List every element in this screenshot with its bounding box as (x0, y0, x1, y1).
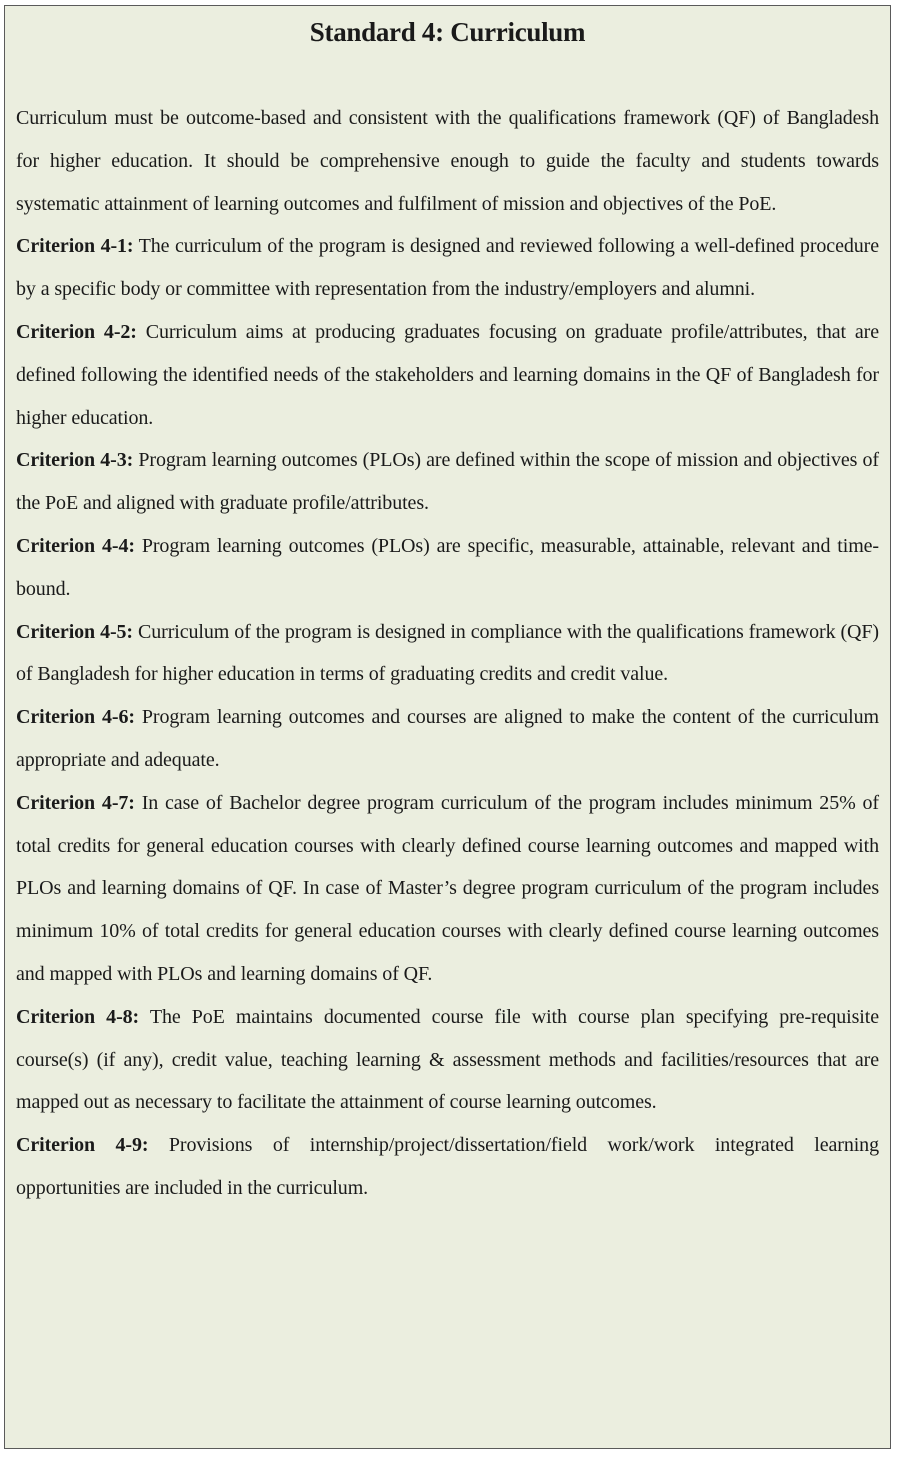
intro-paragraph: Curriculum must be outcome-based and consistent with the qualifications framework (QF) of Bangladesh for higher education. It should be comprehensive enough to guide the faculty and students towards systematic attainment of learning outcomes and fulfilment of mission and objectives of the PoE. (16, 107, 879, 215)
criterion-label: Criterion 4-6: (16, 706, 135, 729)
criterion-text: In case of Bachelor degree program curriculum of the program includes minimum 25% of total credits for general education courses with clearly defined course learning outcomes and mapped with PLOs and learning domains of QF. In case of Master’s degree program curriculum of the program includes minimum 10% of total credits for general education courses with clearly defined course learning outcomes and mapped with PLOs and learning domains of QF. (16, 791, 879, 985)
criterion-text: Program learning outcomes (PLOs) are defined within the scope of mission and objectives of the PoE and aligned with graduate profile/attributes. (16, 449, 879, 515)
criterion-text: Provisions of internship/project/dissertation/field work/work integrated learning opportunities are included in the curriculum. (16, 1134, 879, 1199)
criterion-4-1 (16, 225, 879, 311)
criterion-label: Criterion 4-3: (16, 449, 134, 472)
criterion-label: Criterion 4-9: (16, 1134, 149, 1157)
criterion-label: Criterion 4-8: (16, 1005, 140, 1028)
criterion-4-7 (16, 782, 879, 996)
criterion-4-6 (16, 696, 879, 782)
criterion-label: Criterion 4-7: (16, 791, 135, 814)
criterion-label: Criterion 4-4: (16, 534, 135, 557)
criterion-label: Criterion 4-1: (16, 235, 134, 258)
criterion-4-2 (16, 311, 879, 439)
standard-content (16, 97, 879, 1210)
criterion-text: Curriculum of the program is designed in compliance with the qualifications framework (QF) of Bangladesh for higher education in terms of graduating credits and credit value. (16, 620, 879, 686)
criterion-text: Program learning outcomes (PLOs) are specific, measurable, attainable, relevant and time-bound. (16, 534, 879, 600)
criterion-4-3 (16, 439, 879, 525)
criterion-label: Criterion 4-2: (16, 320, 137, 343)
criterion-4-4 (16, 525, 879, 611)
criterion-text: The PoE maintains documented course file with course plan specifying pre-requisite course(s) (if any), credit value, teaching learning & assessment methods and facilities/resources that are mapped out as necessary to facilitate the attainment of course learning outcomes. (16, 1005, 879, 1114)
criterion-4-5 (16, 611, 879, 697)
standard-box (4, 5, 891, 1449)
criterion-text: The curriculum of the program is designed and reviewed following a well-defined procedure by a specific body or committee with representation from the industry/employers and alumni. (16, 235, 879, 301)
criterion-4-8 (16, 996, 879, 1124)
criterion-text: Curriculum aims at producing graduates focusing on graduate profile/attributes, that are defined following the identified needs of the stakeholders and learning domains in the QF of Bangladesh for higher education. (16, 320, 879, 429)
page-title: Standard 4: Curriculum (309, 17, 586, 47)
criterion-text: Program learning outcomes and courses are aligned to make the content of the curriculum appropriate and adequate. (16, 706, 879, 771)
criterion-label: Criterion 4-5: (16, 620, 133, 643)
criterion-4-9 (16, 1124, 879, 1210)
